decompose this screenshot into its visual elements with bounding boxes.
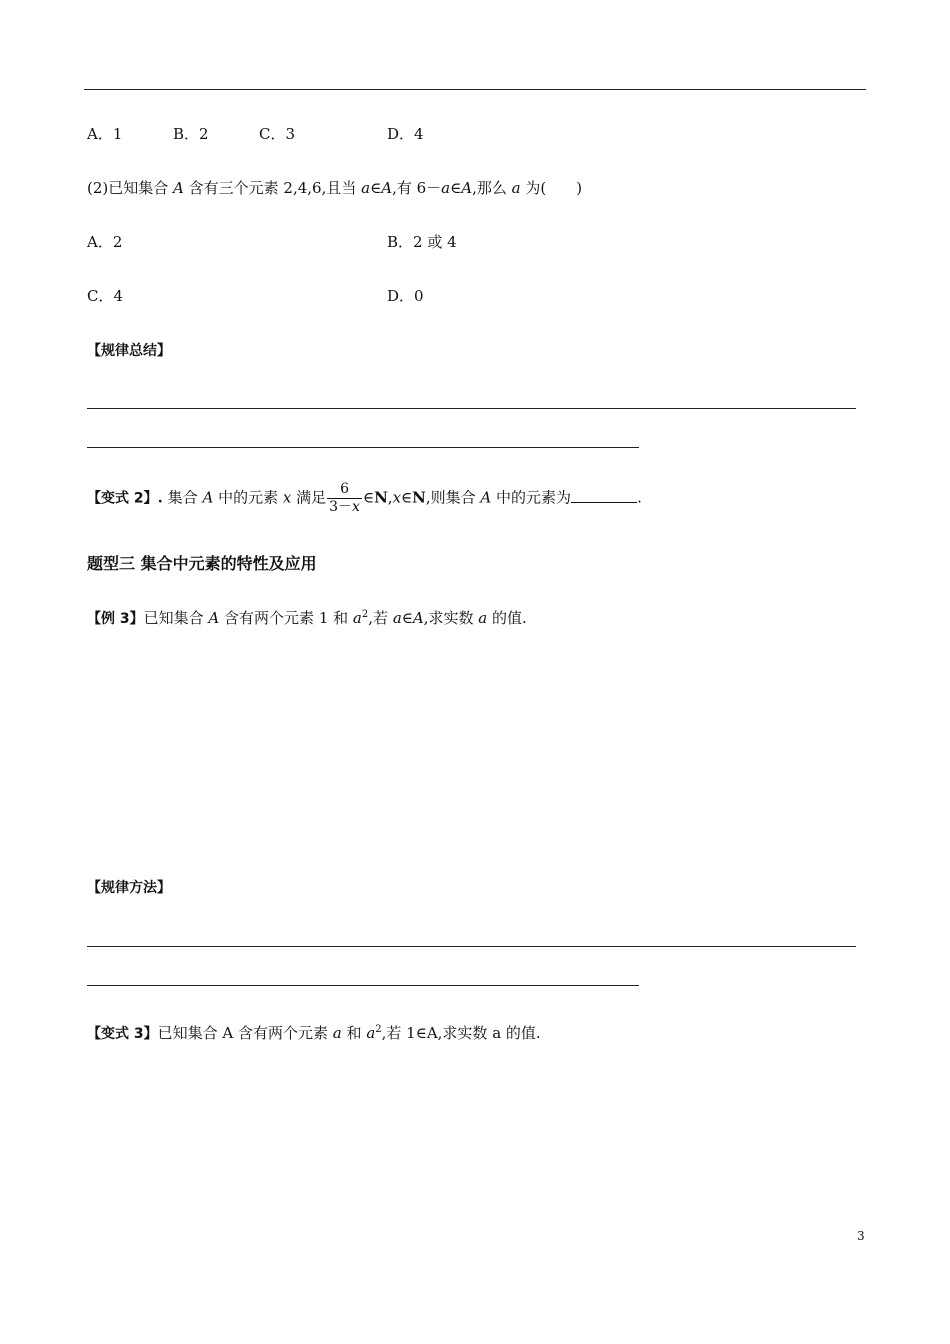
answer-blank [571, 490, 637, 503]
page-number: 3 [857, 1229, 865, 1243]
method-answer-line-1 [87, 946, 856, 947]
variant-3-question: 【变式 3】已知集合 A 含有两个元素 a 和 $a^2$,若 1∈A,求实数 a 的值. [87, 1024, 541, 1042]
q2-option-b: B．2 或 4 [387, 233, 457, 251]
q1-option-b: B．2 [173, 125, 209, 143]
summary-answer-line-1 [87, 408, 856, 409]
method-answer-line-2 [87, 985, 639, 986]
q2-option-a: A．2 [87, 233, 123, 251]
section-3-title: 题型三 集合中元素的特性及应用 [87, 554, 317, 573]
example-3-question: 【例 3】已知集合 A 含有两个元素 1 和 $a^2$,若 a∈A,求实数 a 的值. [87, 609, 527, 627]
q1-option-d: D．4 [387, 125, 424, 143]
summary-answer-line-2 [87, 447, 639, 448]
fraction-6-over-3-minus-x: $\frac{6}{3-x}$ [329, 481, 360, 515]
question-2-stem: (2)已知集合 A 含有三个元素 2,4,6,且当 a∈A,有 6－a∈A,那么 a 为( ) [87, 179, 583, 197]
q2-option-d: D．0 [387, 287, 424, 305]
header-rule [84, 89, 866, 90]
q2-option-c: C．4 [87, 287, 124, 305]
q1-option-a: A．1 [87, 125, 123, 143]
q1-option-c: C．3 [259, 125, 296, 143]
summary-label: 【规律总结】 [87, 343, 171, 359]
method-label: 【规律方法】 [87, 880, 171, 896]
variant-2-question: 【变式 2】. 集合 A 中的元素 x 满足 $\frac{6}{3-x}$ ∈N,x∈N,则集合 A 中的元素为 . [87, 481, 642, 515]
